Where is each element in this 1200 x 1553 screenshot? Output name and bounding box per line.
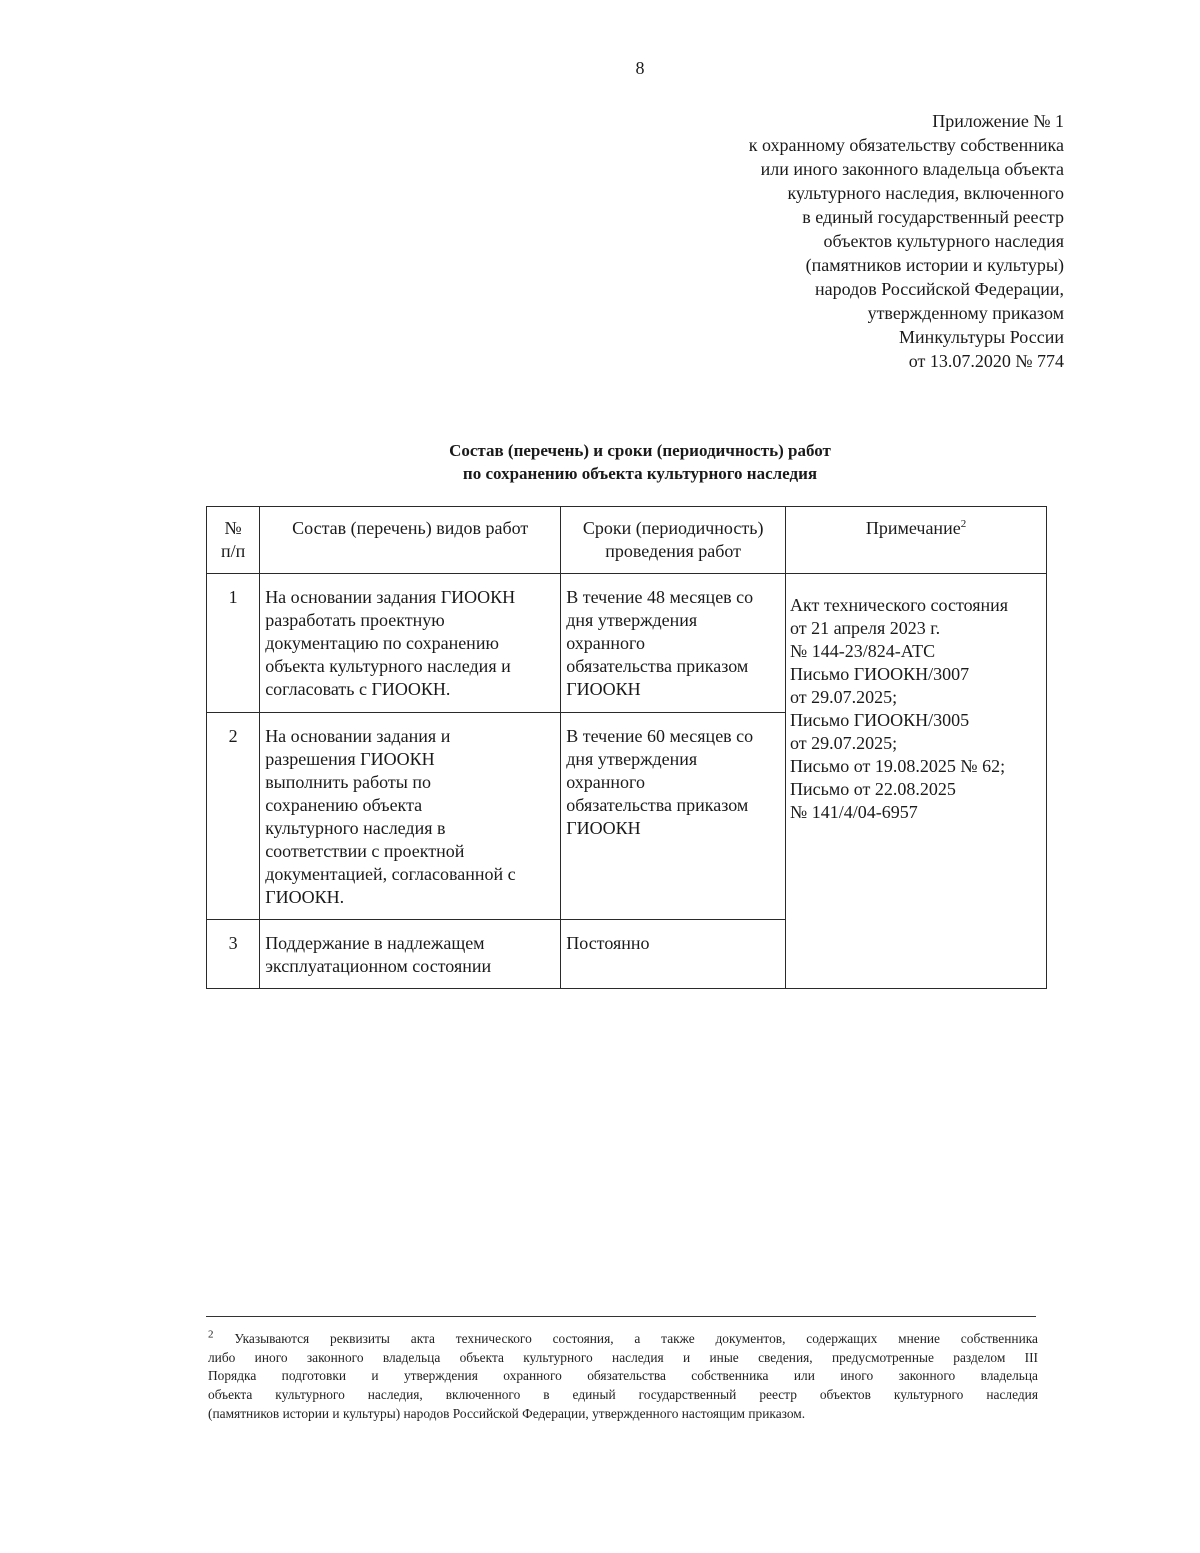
table-row [207,574,1047,713]
footnote-reference: 2 [960,518,967,530]
row-number: 2 [207,713,260,920]
text-line: объектов культурного наследия [823,231,1064,251]
text-line: от 21 апреля 2023 г. [790,618,941,638]
row-note-merged [786,574,1047,989]
document-title [200,439,1080,485]
footnote-divider [206,1316,1036,1317]
text-line: эксплуатационном состоянии [265,956,492,976]
text-line: № [224,518,242,538]
text-line: в единый государственный реестр [802,207,1064,227]
text-line: документацию по сохранению [265,633,499,653]
text-line: культурного наследия в [265,818,446,838]
text-line: разрешения ГИООКН [265,749,435,769]
header-work [260,507,561,574]
text-line: по сохранению объекта культурного наследия [462,464,818,483]
text-line: Состав (перечень) видов работ [292,518,529,538]
text-line: выполнить работы по [265,772,432,792]
footnote-line: объекта культурного наследия, включенного в единый государственный реестр объектов культурного наследия [208,1387,1038,1403]
text-line: объекта культурного наследия и [265,656,511,676]
footnote-line: Порядка подготовки и утверждения охранного обязательства собственника или иного законного владельца [208,1368,1038,1384]
text-line: ГИООКН. [265,887,345,907]
text-line: Минкультуры России [899,327,1064,347]
text-line: Акт технического состояния [790,595,1009,615]
text-line: Письмо ГИООКН/3007 [790,664,970,684]
footnote-line: $^2$ Указываются реквизиты акта технического состояния, а также документов, содержащих мнение собственника [208,1328,1038,1346]
page-number: 8 [635,58,645,78]
text-line: дня утверждения [566,749,698,769]
text-line: Постоянно [566,933,650,953]
table-header-row [207,507,1047,574]
header-note-label: Примечание [865,518,961,538]
row-number: 3 [207,920,260,989]
text-line: дня утверждения [566,610,698,630]
header-num [207,507,260,574]
text-line: согласовать с ГИООКН. [265,679,451,699]
text-line: № 141/4/04-6957 [790,802,918,822]
text-line: к охранному обязательству собственника [748,135,1064,155]
text-line: В течение 48 месяцев со [566,587,754,607]
text-line: культурного наследия, включенного [787,183,1064,203]
text-line: На основании задания ГИООКН [265,587,516,607]
text-line: Приложение № 1 [932,111,1064,131]
text-line: В течение 60 месяцев со [566,726,754,746]
text-line: от 29.07.2025; [790,733,898,753]
header-term [561,507,786,574]
footnote-line: либо иного законного владельца объекта культурного наследия и иные сведения, предусмотренные разделом III [208,1349,1038,1365]
footnote-marker: 2 [208,1328,214,1341]
row-term [561,713,786,920]
row-work [260,920,561,989]
text-line: п/п [220,541,246,561]
text-line: (памятников истории и культуры) [805,255,1064,275]
text-line: охранного [566,633,645,653]
text-line: Письмо от 22.08.2025 [790,779,956,799]
row-work [260,574,561,713]
footnote [208,1330,1038,1424]
text-line: № 144-23/824-АТС [790,641,936,661]
text-line: от 29.07.2025; [790,687,898,707]
row-term [561,920,786,989]
text-line: или иного законного владельца объекта [760,159,1064,179]
text-line: от 13.07.2020 № 774 [908,351,1064,371]
header-note [786,507,1047,574]
text-line: Сроки (периодичность) [582,518,764,538]
text-line: разработать проектную [265,610,445,630]
text-line: обязательства приказом [566,656,749,676]
text-line: проведения работ [605,541,742,561]
text-line: ГИООКН [566,679,641,699]
text-line: Состав (перечень) и сроки (периодичность) работ [449,441,831,460]
text-line: сохранению объекта [265,795,423,815]
text-line: документацией, согласованной с [265,864,516,884]
text-line: обязательства приказом [566,795,749,815]
appendix-header [644,109,1064,373]
text-line: народов Российской Федерации, [815,279,1064,299]
text-line: ГИООКН [566,818,641,838]
footnote-line: (памятников истории и культуры) народов Российской Федерации, утвержденного настоящим приказом. [208,1405,806,1421]
row-term [561,574,786,713]
row-number: 1 [207,574,260,713]
text-line: утвержденному приказом [867,303,1064,323]
text-line: охранного [566,772,645,792]
text-line: Письмо ГИООКН/3005 [790,710,970,730]
row-work [260,713,561,920]
text-line: На основании задания и [265,726,451,746]
text-line: Письмо от 19.08.2025 № 62; [790,756,1006,776]
text-line: Поддержание в надлежащем [265,933,485,953]
works-table [206,506,1047,989]
text-line: соответствии с проектной [265,841,465,861]
